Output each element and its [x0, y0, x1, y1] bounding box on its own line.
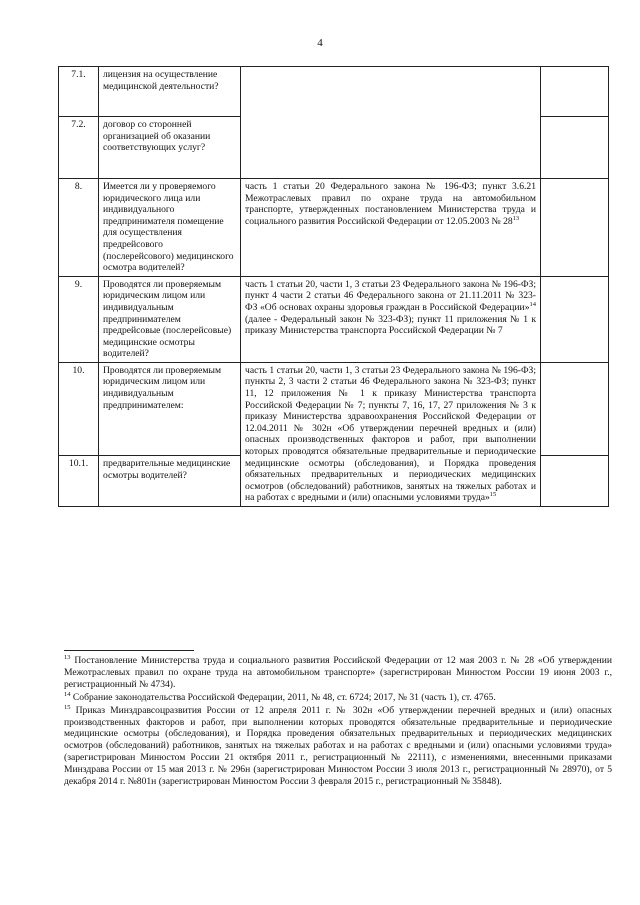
row-question: Имеется ли у проверяемого юридического лица или индивидуального предпринимателя помещение для осуществления предрейсового (послерейсового) медицинского осмотра водителей? — [99, 178, 241, 276]
row-number: 10. — [59, 362, 99, 455]
footnote-separator — [64, 650, 194, 651]
footnote-number: 15 — [64, 703, 71, 711]
footnote-text: Постановление Министерства труда и социального развития Российской Федерации от 12 мая 2003 г. № 28 «Об утверждении Межотраслевых правил по охране труда на автомобильном транспорте» (зарегистрирован Минюстом России 19 июня 2003 г., регистрационный № 4734). — [64, 655, 612, 690]
law-text-tail: (далее - Федеральный закон № 323-ФЗ); пункт 11 приложения № 1 к приказу Министерства транспорта Российской Федерации № 7 — [245, 313, 536, 337]
row-extra-cell — [541, 178, 609, 276]
row-extra-cell — [541, 455, 609, 506]
footnote-mark: 14 — [529, 300, 536, 308]
question-text: лицензия на осуществление медицинской деятельности? — [103, 69, 219, 92]
footnote-mark: 15 — [489, 491, 497, 499]
row-question — [99, 67, 241, 117]
footnote — [64, 692, 612, 704]
page-number: 4 — [317, 37, 323, 49]
row-question: Проводятся ли проверяемым юридическим лицом или индивидуальным предпринимателем предрейсовые (послерейсовые) медицинские осмотры водителей? — [99, 276, 241, 362]
row-law-reference — [241, 178, 541, 276]
table-row — [59, 67, 609, 117]
row-extra-cell — [541, 276, 609, 362]
table-row — [59, 362, 609, 455]
table-row — [59, 178, 609, 276]
question-text: договор со сторонней организацией об оказании соответствующих услуг? — [103, 119, 211, 154]
row-question — [99, 117, 241, 179]
row-number: 10.1. — [59, 455, 99, 506]
footnotes — [64, 655, 612, 789]
row-number: 7.2. — [59, 117, 99, 179]
footnote — [64, 655, 612, 691]
footnote-text: Приказ Минздравсоцразвития России от 12 апреля 2011 г. № 302н «Об утверждении перечней вредных и (или) опасных производственных факторов и работ, при выполнении которых проводятся обязательные предварительные и периодические медицинские осмотры (обследования), и Порядка проведения обязательных предварительных и периодических медицинских осмотров (обследований) работников, занятых на тяжелых работах и на работах с вредными и (или) опасными условиями труда» (зарегистрирован Минюстом России 21 октября 2011 г., регистрационный № 22111), с изменениями, внесенными приказами Минздрава России от 15 мая 2013 г. № 296н (зарегистрирован Минюстом России 3 июля 2013 г., регистрационный № 28970), от 5 декабря 2014 г. №801н (зарегистрирован Минюстом России 3 февраля 2015 г., регистрационный № 35848). — [64, 704, 612, 788]
row-extra-cell — [541, 362, 609, 455]
footnote-mark: 13 — [512, 214, 520, 222]
row-number: 9. — [59, 276, 99, 362]
row-question: предварительные медицинские осмотры водителей? — [99, 455, 241, 506]
row-extra-cell — [541, 117, 609, 179]
footnote — [64, 705, 612, 788]
row-extra-cell — [541, 67, 609, 117]
footnote-text: Собрание законодательства Российской Федерации, 2011, № 48, ст. 6724; 2017, № 31 (часть 1), ст. 4765. — [72, 691, 496, 703]
row-number: 7.1. — [59, 67, 99, 117]
law-text: часть 1 статьи 20, части 1, 3 статьи 23 Федерального закона № 196-ФЗ; пункт 4 части 2 статьи 46 Федерального закона от 21.11.2011 № 323-ФЗ «Об основах охраны здоровья граждан в Российской Федерации» — [245, 278, 536, 313]
row-number: 8. — [59, 178, 99, 276]
law-text: часть 1 статьи 20 Федерального закона № 196-ФЗ; пункт 3.6.21 Межотраслевых правил по охране труда на автомобильном транспорте, утвержденных постановлением Министерства труда и социального развития Российской Федерации от 12.05.2003 № 28 — [245, 180, 536, 227]
law-text: часть 1 статьи 20, части 1, 3 статьи 23 Федерального закона № 196-ФЗ; пункты 2, 3 части 2 статьи 46 Федерального закона № 323-ФЗ; пункт 11, 12 приложения № 1 к приказу Министерства транспорта Российской Федерации № 7; пункты 7, 16, 17, 27 приложения № 3 к приказу Министерства здравоохранения Российской Федерации от 12.04.2011 № 302н «Об утверждении перечней вредных и (или) опасных производственных факторов и работ, при выполнении которых проводятся обязательные предварительные и периодические медицинские осмотры (обследования), и Порядка проведения обязательных предварительных и периодических медицинских осмотров (обследований) работников, занятых на тяжелых работах и на работах с вредными и (или) опасными условиями труда» — [245, 364, 536, 504]
footnote-number: 14 — [64, 690, 71, 698]
footnote-number: 13 — [64, 653, 71, 661]
row-law-reference — [241, 67, 541, 179]
row-law-reference — [241, 276, 541, 362]
row-question: Проводятся ли проверяемым юридическим лицом или индивидуальным предпринимателем: — [99, 362, 241, 455]
row-law-reference — [241, 362, 541, 506]
table-row — [59, 276, 609, 362]
checklist-table — [58, 66, 609, 507]
